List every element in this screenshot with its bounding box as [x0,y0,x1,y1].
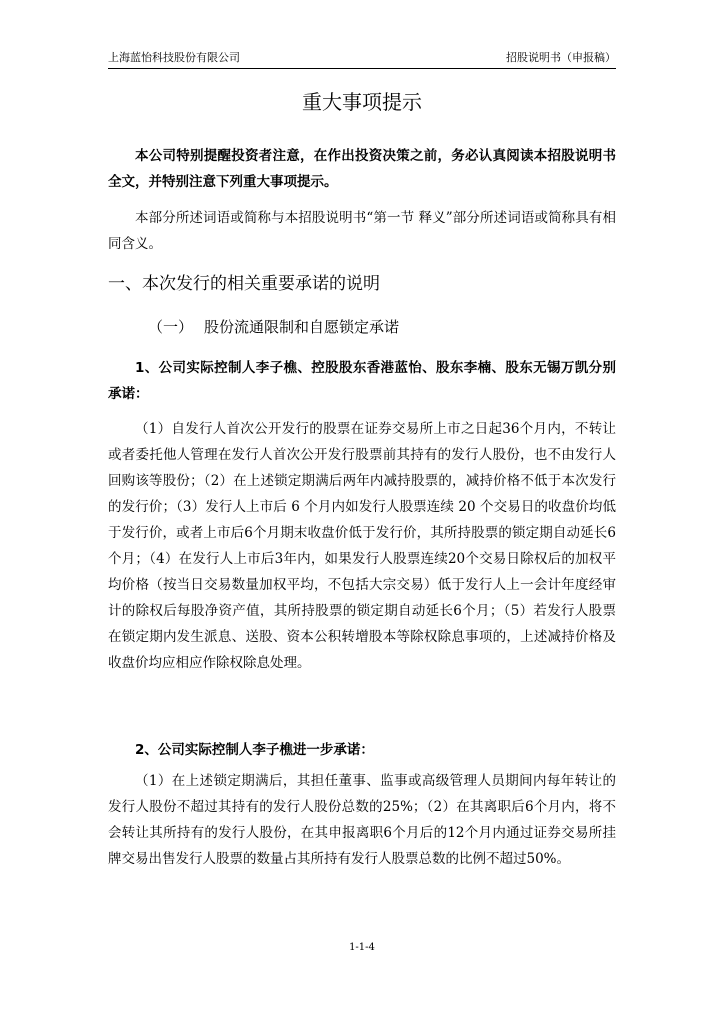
item2-heading: 2、公司实际控制人李子樵进一步承诺： [135,742,374,758]
page-number: 1-1-4 [349,942,375,953]
subsection-number: （一） [148,318,194,336]
page-header [108,52,616,69]
intro-paragraph-2: 本部分所述词语或简称与本招股说明书“第一节 释义”部分所述词语或简称具有相同含义。 [108,210,616,252]
page-title: 重大事项提示 [302,90,422,114]
item1-body: （1）自发行人首次公开发行的股票在证券交易所上市之日起36个月内，不转让或者委托他人管理在发行人首次公开发行股票前其持有的发行人股份，也不由发行人回购该等股份；（2）在上述锁定期满后两年内减持股票的，减持价格不低于本次发行的发行价；（3）发行人上市后 6 个月内如发行人股票连续 20 个交易日的收盘价均低于发行价，或者上市后6个月期末收盘价低于发行价，其所持股票的锁定期自动延长6个月；（4）在发行人上市后3年内，如果发行人股票连续20个交易日除权后的加权平均价格（按当日交易数量加权平均，不包括大宗交易）低于发行人上一会计年度经审计的除权后每股净资产值，其所持股票的锁定期自动延长6个月；（5）若发行人股票在锁定期内发生派息、送股、资本公积转增股本等除权除息事项的，上述减持价格及收盘价均应相应作除权除息处理。 [108,421,616,671]
item1-heading: 1、公司实际控制人李子樵、控股股东香港蓝怡、股东李楠、股东无锡万凯分别承诺： [108,360,616,402]
section-heading: 一、本次发行的相关重要承诺的说明 [108,274,380,294]
subsection-heading [148,314,616,340]
subsection-title: 股份流通限制和自愿锁定承诺 [204,318,400,336]
header-company-name: 上海蓝怡科技股份有限公司 [108,51,240,64]
intro-paragraph-1: 本公司特别提醒投资者注意，在作出投资决策之前，务必认真阅读本招股说明书全文，并特别注意下列重大事项提示。 [108,148,616,190]
item2-body: （1）在上述锁定期满后，其担任董事、监事或高级管理人员期间内每年转让的发行人股份不超过其持有的发行人股份总数的25%；（2）在其离职后6个月内，将不会转让其所持有的发行人股份，在其申报离职6个月后的12个月内通过证券交易所挂牌交易出售发行人股票的数量占其所持有发行人股票总数的比例不超过50%。 [108,773,616,867]
header-document-type: 招股说明书（申报稿） [506,51,616,64]
